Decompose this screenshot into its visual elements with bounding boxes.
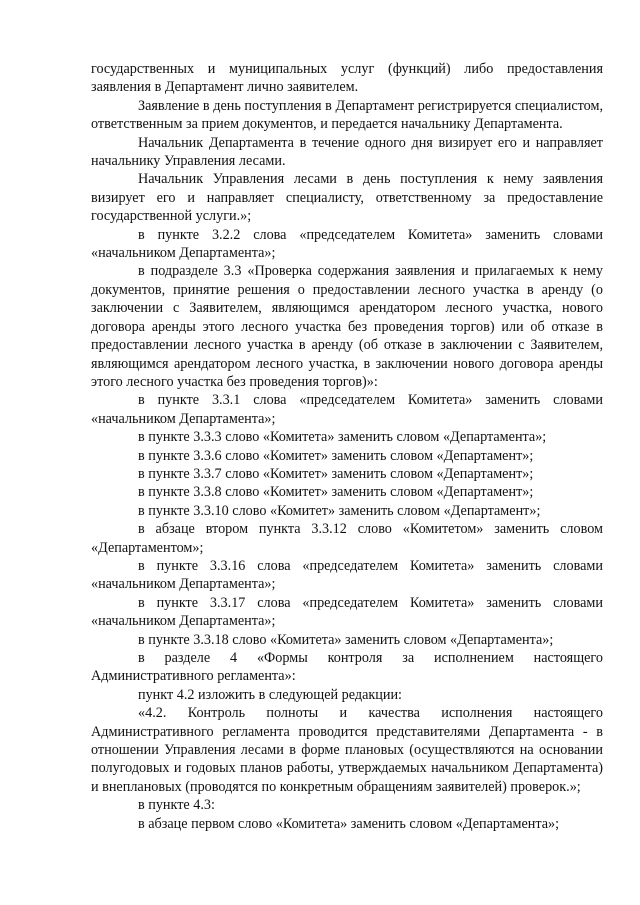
- paragraph-11: в пункте 3.3.8 слово «Комитет» заменить словом «Департамент»;: [138, 484, 534, 501]
- document-page: [91, 60, 603, 833]
- paragraph-16: в пункте 3.3.18 слово «Комитета» заменить словом «Департамента»;: [138, 631, 554, 648]
- paragraph-21: в абзаце первом слово «Комитета» заменить словом «Департамента»;: [138, 815, 560, 832]
- paragraph-1: государственных и муниципальных услуг (функций) либо предоставления заявления в Департамент лично заявителем.: [91, 61, 603, 96]
- paragraph-4: Начальник Управления лесами в день поступления к нему заявления визирует его и направляет специалисту, ответственному за предоставление государственной услуги.»;: [91, 171, 603, 225]
- paragraph-12: в пункте 3.3.10 слово «Комитет» заменить словом «Департамент»;: [138, 502, 541, 519]
- paragraph-15: в пункте 3.3.17 слова «председателем Комитета» заменить словами «начальником Департамента»;: [91, 594, 603, 630]
- paragraph-9: в пункте 3.3.6 слово «Комитет» заменить словом «Департамент»;: [138, 447, 534, 464]
- paragraph-13: в абзаце втором пункта 3.3.12 слово «Комитетом» заменить словом «Департаментом»;: [91, 521, 603, 556]
- paragraph-8: в пункте 3.3.3 слово «Комитета» заменить словом «Департамента»;: [138, 429, 547, 446]
- paragraph-3: Начальник Департамента в течение одного дня визирует его и направляет начальнику Управления лесами.: [91, 134, 603, 170]
- paragraph-18: пункт 4.2 изложить в следующей редакции:: [138, 686, 402, 703]
- paragraph-7: в пункте 3.3.1 слова «председателем Комитета» заменить словами «начальником Департамента»;: [91, 392, 603, 427]
- paragraph-20: в пункте 4.3:: [138, 797, 215, 814]
- paragraph-17: в разделе 4 «Формы контроля за исполнением настоящего Административного регламента»:: [91, 650, 603, 685]
- paragraph-5: в пункте 3.2.2 слова «председателем Комитета» заменить словами «начальником Департамента»;: [91, 226, 603, 262]
- paragraph-10: в пункте 3.3.7 слово «Комитет» заменить словом «Департамент»;: [138, 465, 534, 482]
- paragraph-6: в подразделе 3.3 «Проверка содержания заявления и прилагаемых к нему документов, принятие решения о предоставлении лесного участка в аренду (о заключении с Заявителем, являющимся арендатором лесного участка, нового договора аренды этого лесного участка без проведения торгов) или об отказе в предоставлении лесного участка в аренду (об отказе в заключении с Заявителем, являющимся арендатором лесного участка, в заключении нового договора аренды этого лесного участка без проведения торгов)»:: [91, 263, 603, 390]
- paragraph-14: в пункте 3.3.16 слова «председателем Комитета» заменить словами «начальником Департамента»;: [91, 557, 603, 593]
- paragraph-2: Заявление в день поступления в Департамент регистрируется специалистом, ответственным за прием документов, и передается начальнику Департамента.: [91, 97, 603, 133]
- paragraph-19: «4.2. Контроль полноты и качества исполнения настоящего Административного регламента проводится представителями Департамента - в отношении Управления лесами в форме плановых (осуществляются на основании полугодовых и годовых планов работы, утверждаемых начальником Департамента) и внеплановых (проводятся по конкретным обращениям заявителей) проверок.»;: [91, 705, 603, 795]
